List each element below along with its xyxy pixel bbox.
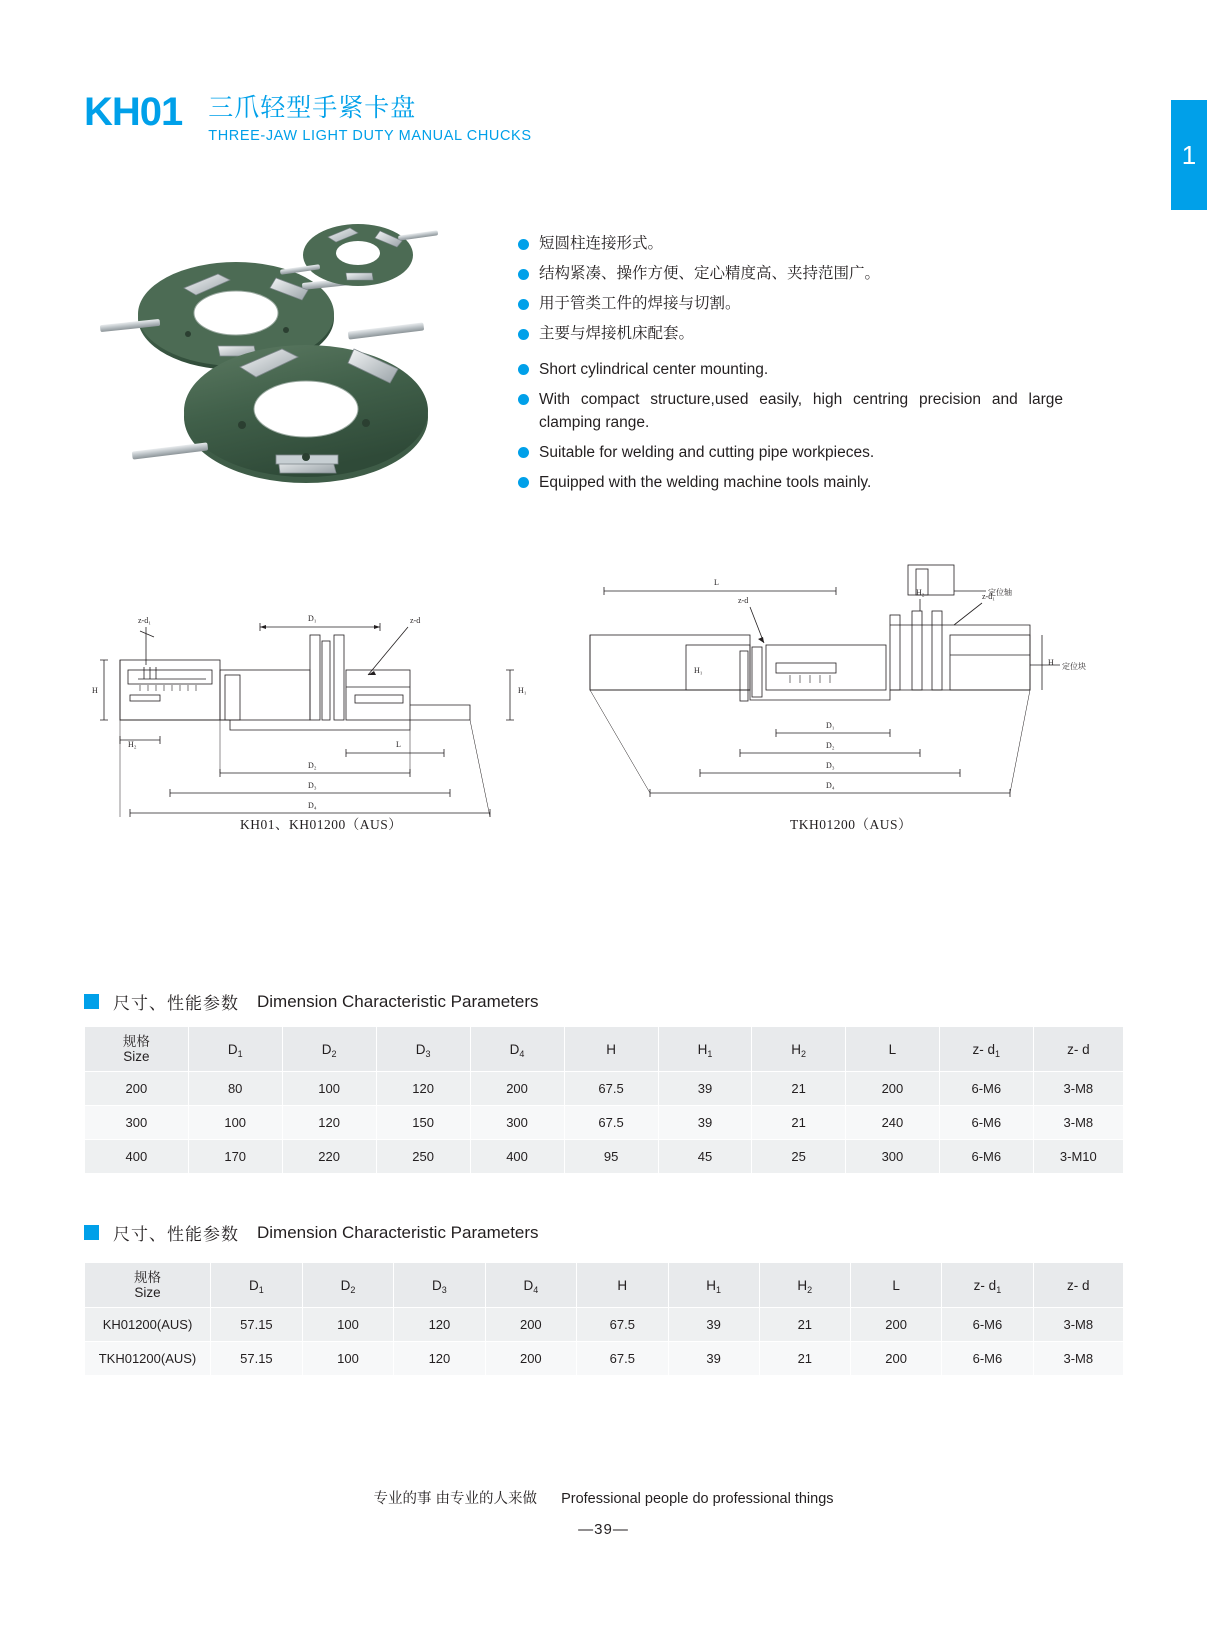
- model-code: KH01: [84, 90, 183, 134]
- svg-text:z-d₁: z-d₁: [982, 592, 996, 601]
- col-d1: $D_1$: [188, 1027, 282, 1072]
- page-title-cn: 三爪轻型手紧卡盘: [208, 94, 417, 122]
- cell-h1: 39: [658, 1106, 752, 1140]
- cell-h1: 45: [658, 1140, 752, 1174]
- list-item: [518, 358, 1063, 381]
- cell-h2: 21: [759, 1308, 850, 1342]
- cell-h2: 25: [752, 1140, 846, 1174]
- svg-text:D₁: D₁: [826, 721, 835, 730]
- cell-zd1: 6-M6: [939, 1140, 1033, 1174]
- table-row: [85, 1072, 1124, 1106]
- cell-zd: 3-M8: [1033, 1106, 1123, 1140]
- cell-size: 300: [85, 1106, 189, 1140]
- cell-d3: 120: [394, 1308, 485, 1342]
- table-header-row: [85, 1263, 1124, 1308]
- page-section-tab: 1: [1171, 100, 1207, 210]
- svg-text:D₂: D₂: [826, 741, 835, 750]
- svg-text:H₂: H₂: [916, 588, 925, 597]
- cell-h1: 39: [668, 1342, 759, 1376]
- cell-h: 67.5: [564, 1106, 658, 1140]
- svg-text:H₁: H₁: [694, 666, 703, 675]
- parameters-table-1: [84, 1026, 1124, 1174]
- col-h1: $H_1$: [668, 1263, 759, 1308]
- section-heading-1: [84, 989, 539, 1014]
- col-d4: $D_4$: [470, 1027, 564, 1072]
- cell-h: 67.5: [564, 1072, 658, 1106]
- cell-zd1: 6-M6: [939, 1106, 1033, 1140]
- cell-d1: 100: [188, 1106, 282, 1140]
- cell-h2: 21: [759, 1342, 850, 1376]
- col-h2: $H_2$: [752, 1027, 846, 1072]
- feature-cn-text: 用于管类工件的焊接与切割。: [539, 295, 741, 312]
- bullet-dot-icon: [518, 364, 529, 375]
- feature-en-text: Equipped with the welding machine tools mainly.: [539, 474, 872, 491]
- cell-zd1: 6-M6: [942, 1308, 1033, 1342]
- features-cn-list: [518, 233, 1078, 353]
- list-item: [518, 233, 1078, 255]
- bullet-dot-icon: [518, 447, 529, 458]
- col-h: H: [577, 1263, 669, 1308]
- col-size: 规格 Size: [85, 1263, 211, 1308]
- bullet-dot-icon: [518, 239, 529, 250]
- col-d3: $D_3$: [394, 1263, 485, 1308]
- cell-d3: 120: [394, 1342, 485, 1376]
- cell-d4: 200: [485, 1342, 576, 1376]
- svg-text:定位轴: 定位轴: [988, 588, 1012, 597]
- col-zd: z- d: [1033, 1027, 1123, 1072]
- svg-text:L: L: [714, 578, 719, 587]
- col-zd1: z- $d_1$: [942, 1263, 1033, 1308]
- page-header: [84, 92, 532, 146]
- cell-d4: 300: [470, 1106, 564, 1140]
- footer-slogan: [0, 1487, 1207, 1508]
- cell-h2: 21: [752, 1072, 846, 1106]
- table-row: [85, 1342, 1124, 1376]
- section-marker-icon: [84, 1225, 99, 1240]
- svg-text:H: H: [92, 686, 98, 695]
- cell-d4: 200: [470, 1072, 564, 1106]
- svg-text:z-d: z-d: [738, 596, 749, 605]
- table-row: [85, 1140, 1124, 1174]
- cell-d1: 170: [188, 1140, 282, 1174]
- bullet-dot-icon: [518, 269, 529, 280]
- list-item: [518, 263, 1078, 285]
- cell-l: 300: [845, 1140, 939, 1174]
- col-d2: $D_2$: [282, 1027, 376, 1072]
- bullet-dot-icon: [518, 394, 529, 405]
- section-heading-2: [84, 1220, 539, 1245]
- cell-zd: 3-M8: [1033, 1072, 1123, 1106]
- feature-en-text: Short cylindrical center mounting.: [539, 361, 769, 378]
- cell-d2: 100: [302, 1308, 393, 1342]
- svg-text:D₄: D₄: [826, 781, 835, 790]
- section-title-cn: 尺寸、性能参数: [113, 1225, 239, 1244]
- cell-h2: 21: [752, 1106, 846, 1140]
- table-header-row: [85, 1027, 1124, 1072]
- features-en-list: [518, 358, 1063, 501]
- cell-d4: 200: [485, 1308, 576, 1342]
- feature-en-text: Suitable for welding and cutting pipe workpieces.: [539, 444, 875, 461]
- cell-h1: 39: [658, 1072, 752, 1106]
- section-title-cn: 尺寸、性能参数: [113, 994, 239, 1013]
- svg-text:H₁: H₁: [518, 686, 527, 695]
- col-d1: $D_1$: [211, 1263, 303, 1308]
- cell-size: 400: [85, 1140, 189, 1174]
- col-h: H: [564, 1027, 658, 1072]
- cell-h: 67.5: [577, 1342, 669, 1376]
- parameters-table-2: [84, 1262, 1124, 1376]
- page-footer: [0, 1487, 1207, 1538]
- svg-text:z-d: z-d: [410, 616, 421, 625]
- cell-d4: 400: [470, 1140, 564, 1174]
- bullet-dot-icon: [518, 477, 529, 488]
- col-d2: $D_2$: [302, 1263, 393, 1308]
- cell-d2: 120: [282, 1106, 376, 1140]
- col-l: L: [845, 1027, 939, 1072]
- col-h1: $H_1$: [658, 1027, 752, 1072]
- col-d3: $D_3$: [376, 1027, 470, 1072]
- drawing-caption-left: KH01、KH01200（AUS）: [240, 817, 403, 832]
- table-row: [85, 1308, 1124, 1342]
- list-item: [518, 323, 1078, 345]
- list-item: [518, 293, 1078, 315]
- cell-zd1: 6-M6: [942, 1342, 1033, 1376]
- cell-d2: 100: [302, 1342, 393, 1376]
- col-zd1: z- $d_1$: [939, 1027, 1033, 1072]
- page-number: —39—: [578, 1521, 629, 1538]
- cell-size: 200: [85, 1072, 189, 1106]
- drawing-caption-right: TKH01200（AUS）: [790, 817, 913, 832]
- bullet-dot-icon: [518, 299, 529, 310]
- col-size: 规格 Size: [85, 1027, 189, 1072]
- product-photo: [96, 210, 486, 510]
- cell-h1: 39: [668, 1308, 759, 1342]
- technical-drawings: [0, 545, 1207, 845]
- list-item: [518, 388, 1063, 434]
- svg-text:D₂: D₂: [308, 761, 317, 770]
- cell-l: 240: [845, 1106, 939, 1140]
- cell-h: 95: [564, 1140, 658, 1174]
- col-d4: $D_4$: [485, 1263, 576, 1308]
- cell-size: KH01200(AUS): [85, 1308, 211, 1342]
- cell-d1: 57.15: [211, 1308, 303, 1342]
- svg-text:H: H: [1048, 658, 1054, 667]
- bullet-dot-icon: [518, 329, 529, 340]
- col-zd: z- d: [1033, 1263, 1123, 1308]
- title-block: [208, 92, 531, 146]
- svg-text:D₃: D₃: [308, 781, 317, 790]
- svg-text:z-d₁: z-d₁: [138, 616, 152, 625]
- cell-l: 200: [850, 1308, 941, 1342]
- section-title-en: Dimension Characteristic Parameters: [257, 1222, 539, 1242]
- feature-en-text: With compact structure,used easily, high centring precision and large clamping range.: [539, 391, 1063, 431]
- cell-l: 200: [845, 1072, 939, 1106]
- cell-d3: 120: [376, 1072, 470, 1106]
- list-item: [518, 471, 1063, 494]
- cell-d1: 80: [188, 1072, 282, 1106]
- section-marker-icon: [84, 994, 99, 1009]
- section-title-en: Dimension Characteristic Parameters: [257, 991, 539, 1011]
- col-h2: $H_2$: [759, 1263, 850, 1308]
- cell-zd1: 6-M6: [939, 1072, 1033, 1106]
- cell-d3: 250: [376, 1140, 470, 1174]
- cell-zd: 3-M10: [1033, 1140, 1123, 1174]
- svg-text:D₃: D₃: [826, 761, 835, 770]
- cell-l: 200: [850, 1342, 941, 1376]
- cell-d2: 100: [282, 1072, 376, 1106]
- cell-zd: 3-M8: [1033, 1342, 1123, 1376]
- svg-text:L: L: [396, 740, 401, 749]
- cell-d3: 150: [376, 1106, 470, 1140]
- cell-d2: 220: [282, 1140, 376, 1174]
- feature-cn-text: 主要与焊接机床配套。: [539, 325, 695, 342]
- cell-d1: 57.15: [211, 1342, 303, 1376]
- svg-text:H₂: H₂: [128, 740, 137, 749]
- cell-zd: 3-M8: [1033, 1308, 1123, 1342]
- feature-cn-text: 短圆柱连接形式。: [539, 235, 664, 252]
- cell-h: 67.5: [577, 1308, 669, 1342]
- col-l: L: [850, 1263, 941, 1308]
- footer-slogan-cn: 专业的事 由专业的人来做: [373, 1491, 537, 1507]
- footer-slogan-en: Professional people do professional things: [561, 1491, 834, 1507]
- svg-text:定位块: 定位块: [1062, 662, 1086, 671]
- page-title-en: THREE-JAW LIGHT DUTY MANUAL CHUCKS: [208, 128, 532, 144]
- cell-size: TKH01200(AUS): [85, 1342, 211, 1376]
- list-item: [518, 441, 1063, 464]
- svg-text:D₄: D₄: [308, 801, 317, 810]
- feature-cn-text: 结构紧凑、操作方便、定心精度高、夹持范围广。: [539, 265, 881, 282]
- table-row: [85, 1106, 1124, 1140]
- svg-text:D₁: D₁: [308, 614, 317, 623]
